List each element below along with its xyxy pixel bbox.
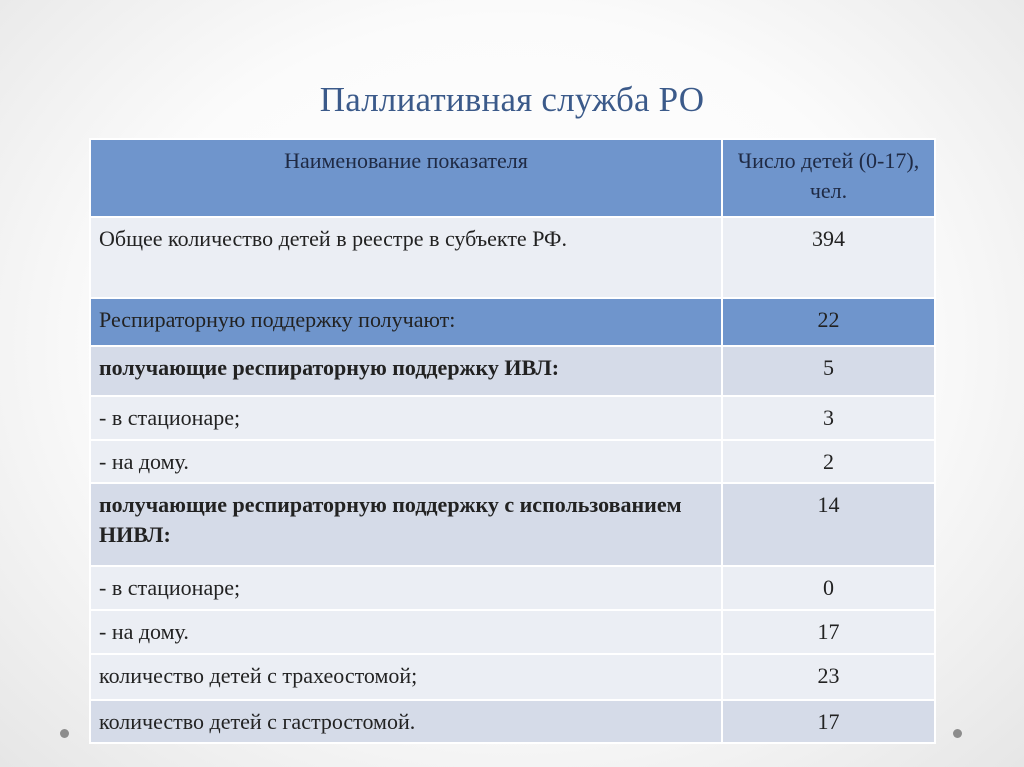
table-header-row [90, 139, 935, 217]
row-value: 17 [722, 610, 935, 654]
table-row [90, 217, 935, 298]
table-row [90, 700, 935, 744]
table-row [90, 298, 935, 346]
row-label: количество детей с гастростомой. [90, 700, 722, 744]
row-label: - на дому. [90, 610, 722, 654]
indicators-table [89, 138, 936, 744]
table-row [90, 346, 935, 396]
row-label: - на дому. [90, 440, 722, 484]
row-label: количество детей с трахеостомой; [90, 654, 722, 700]
row-label: получающие респираторную поддержку ИВЛ: [90, 346, 722, 396]
row-label: Респираторную поддержку получают: [90, 298, 722, 346]
table-row [90, 396, 935, 440]
row-value: 5 [722, 346, 935, 396]
row-label: получающие респираторную поддержку с использованием НИВЛ: [90, 483, 722, 566]
header-children-count: Число детей (0-17), чел. [722, 139, 935, 217]
row-label: Общее количество детей в реестре в субъекте РФ. [90, 217, 722, 298]
row-value: 394 [722, 217, 935, 298]
row-value: 0 [722, 566, 935, 610]
row-value: 17 [722, 700, 935, 744]
page-title: Паллиативная служба РО [319, 80, 705, 119]
row-value: 23 [722, 654, 935, 700]
corner-dot-bottom-left [60, 729, 69, 738]
row-label: - в стационаре; [90, 566, 722, 610]
row-value: 14 [722, 483, 935, 566]
row-value: 22 [722, 298, 935, 346]
table-row [90, 610, 935, 654]
table-row [90, 483, 935, 566]
table-row [90, 566, 935, 610]
table-row [90, 654, 935, 700]
row-value: 3 [722, 396, 935, 440]
corner-dot-bottom-right [953, 729, 962, 738]
table-row [90, 440, 935, 484]
row-value: 2 [722, 440, 935, 484]
header-indicator-name: Наименование показателя [90, 139, 722, 217]
row-label: - в стационаре; [90, 396, 722, 440]
